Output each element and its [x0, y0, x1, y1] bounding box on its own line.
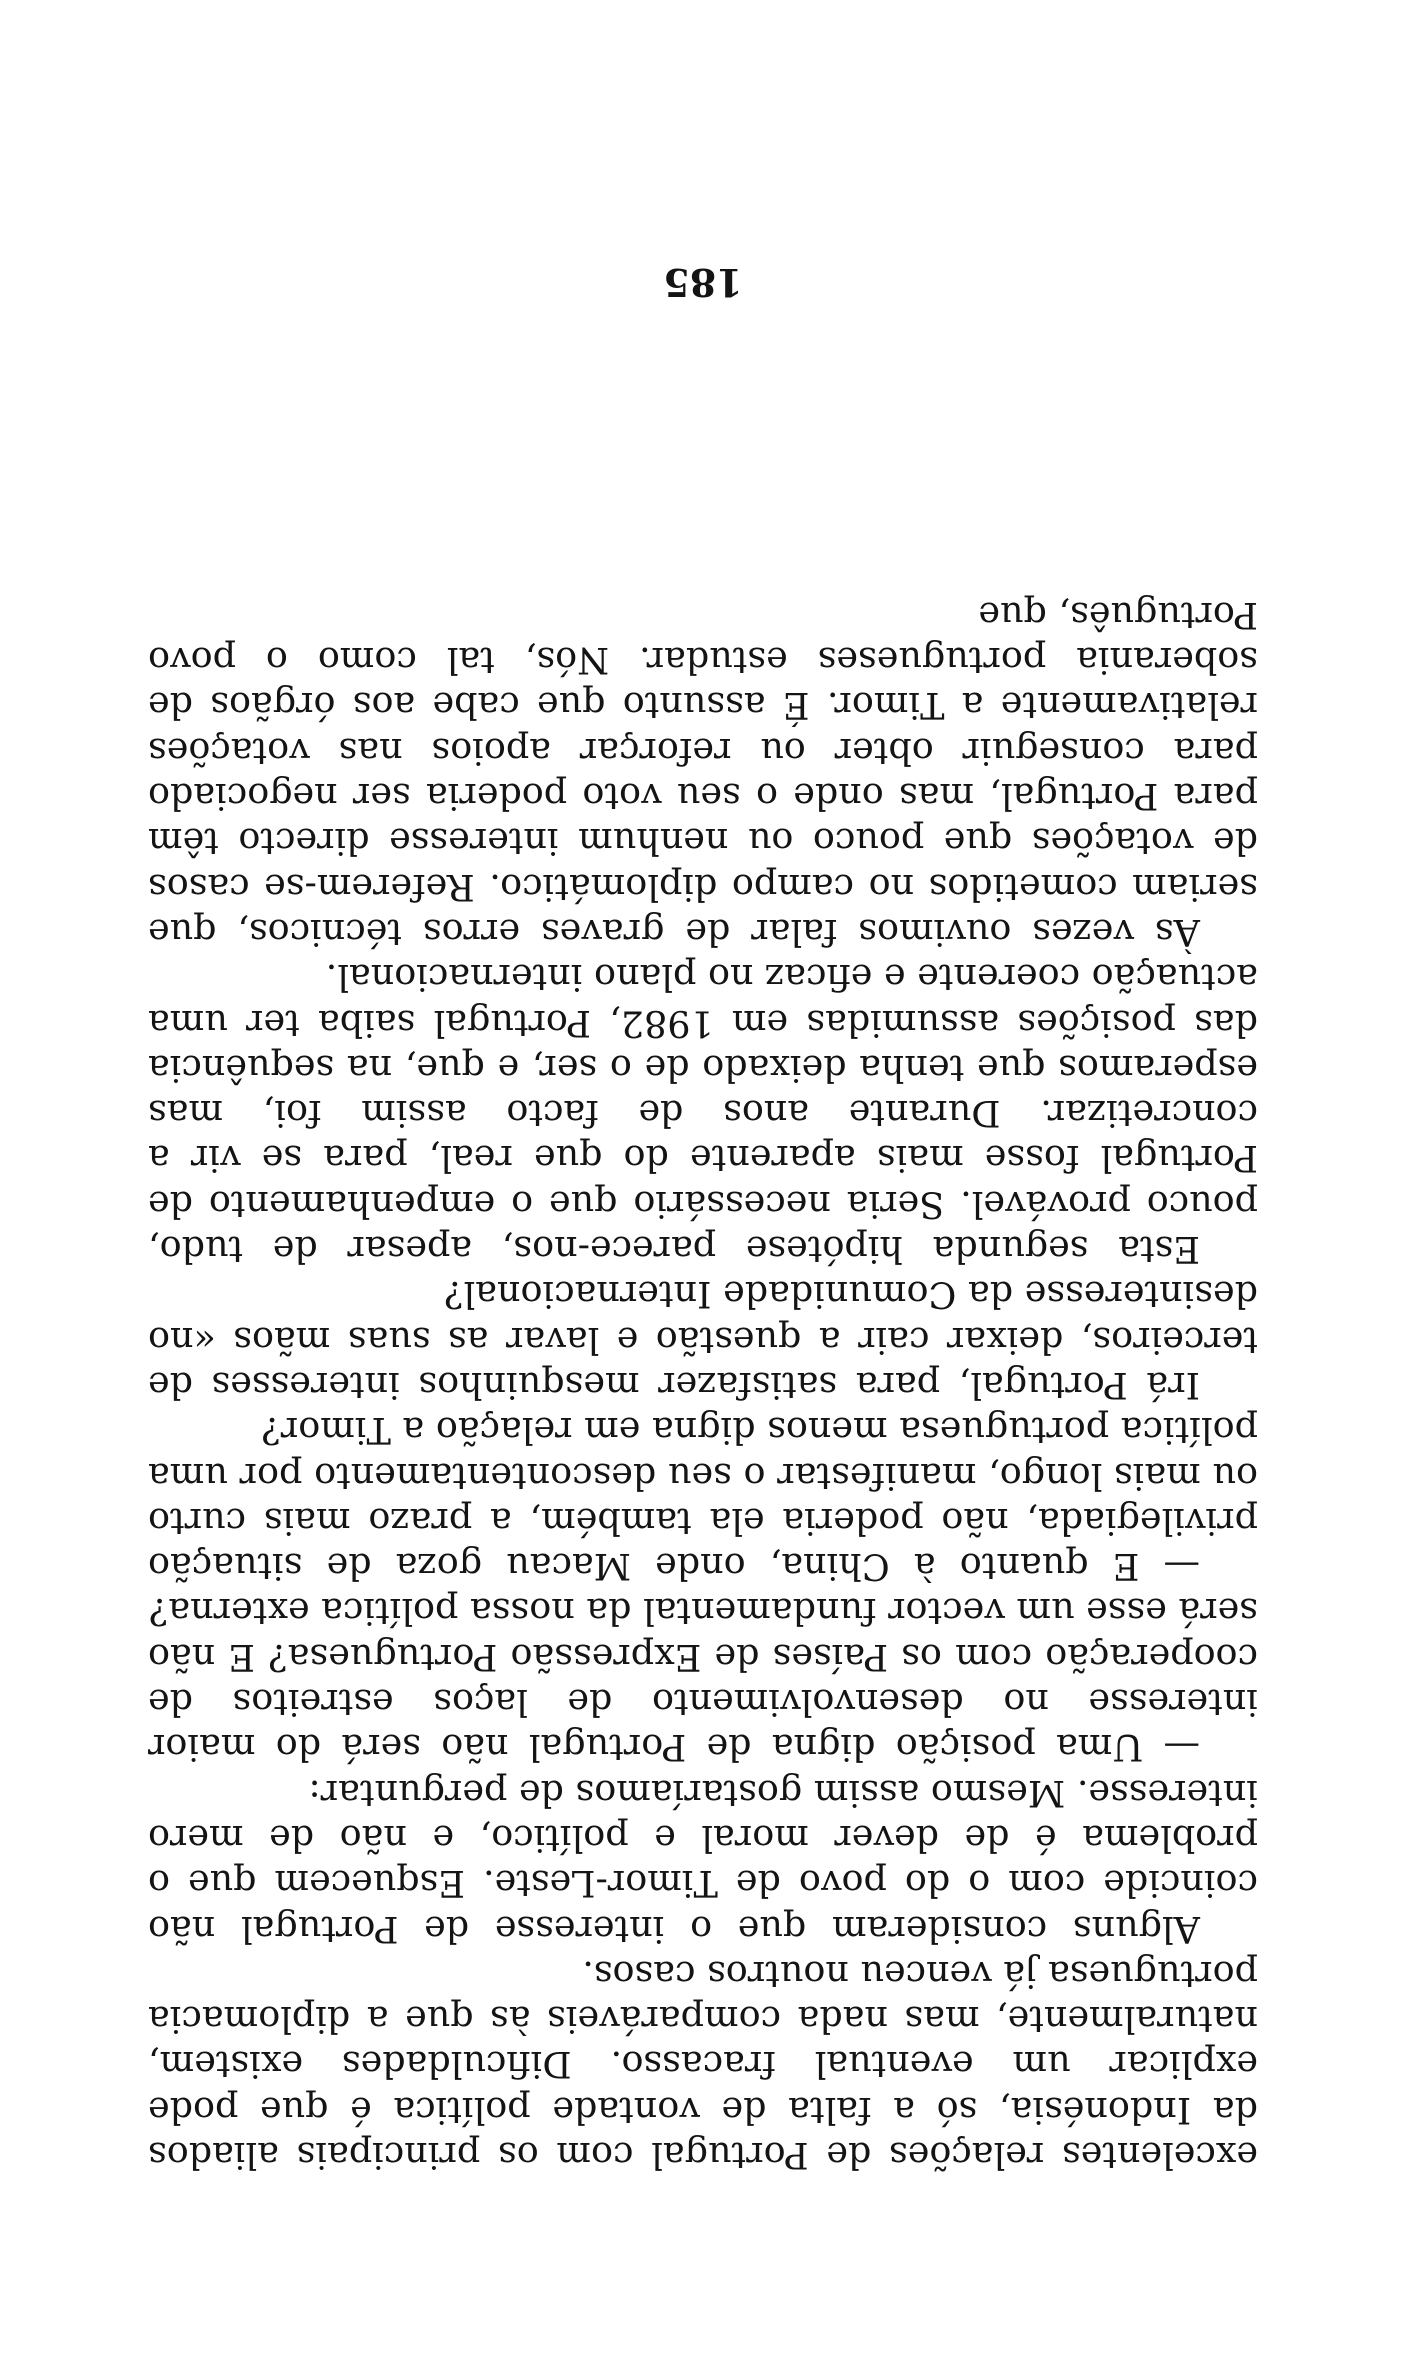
- paragraph: Alguns consideram que o interesse de Portugal não coincide com o do povo de Timor-Leste. Esquecem que o problema é de dever moral e político, e não de mero interesse. Mesmo assim gostaríamos de perguntar:: [148, 1771, 1258, 1951]
- page-number: 185: [663, 260, 743, 305]
- paragraph: — Uma posição digna de Portugal não será do maior interesse no desenvolvimento de laços estreitos de cooperação com os Países de Expressão Portuguesa? E não será esse um vector fundamental da nossa política externa?: [148, 1590, 1258, 1770]
- body-text: [148, 593, 1258, 2178]
- paragraph: Às vezes ouvimos falar de graves erros técnicos, que seriam cometidos no campo diplomático. Referem-se casos de votações que pouco ou nenhum interesse directo têm para Portugal, mas onde o seu voto poderia ser negociado para conseguir obter ou reforçar apoios nas votações relativamente a Timor. É assunto que cabe aos órgãos de soberania portugueses estudar. Nós, tal como o povo Português, que: [148, 593, 1258, 954]
- paragraph: Esta segunda hipótese parece-nos, apesar de tudo, pouco provável. Seria necessário que o empenhamento de Portugal fosse mais aparente do que real, para se vir a concretizar. Durante anos de facto assim foi, mas esperamos que tenha deixado de o ser, e que, na sequência das posições assumidas em 1982, Portugal saiba ter uma actuação coerente e eficaz no plano internacional.: [148, 956, 1258, 1272]
- paragraph: — E quanto à China, onde Macau goza de situação privilegiada, não poderia ela também, a prazo mais curto ou mais longo, manifestar o seu descontentamento por uma política portuguesa menos digna em relação a Timor?: [148, 1409, 1258, 1589]
- paragraph-continuation: excelentes relações de Portugal com os principais aliados da Indonésia, só a falta de vontade política é que pode explicar um eventual fracasso. Dificuldades existem, naturalmente, mas nada comparáveis às que a diplomacia portuguesa já venceu noutros casos.: [148, 1952, 1258, 2177]
- paragraph: Irá Portugal, para satisfazer mesquinhos interesses de terceiros, deixar cair a questão e lavar as suas mãos «no desinteresse da Comunidade Internacional?: [148, 1273, 1258, 1407]
